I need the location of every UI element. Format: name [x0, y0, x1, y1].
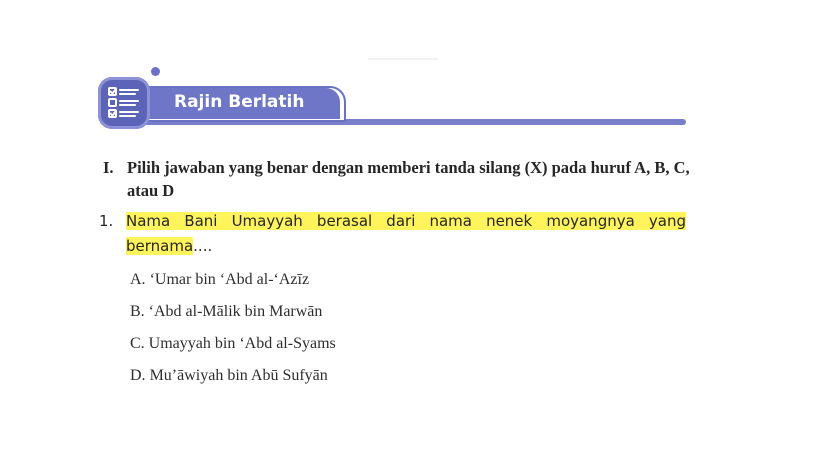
header-dot-decoration: [151, 67, 160, 76]
question-text: [126, 209, 686, 259]
instruction-text: Pilih jawaban yang benar dengan memberi tanda silang (X) pada huruf A, B, C, atau D: [127, 158, 690, 200]
option-text: Mu’āwiyah bin Abū Sufyān: [149, 367, 328, 384]
question-number: 1.: [99, 212, 114, 230]
option-d[interactable]: [130, 364, 336, 396]
option-letter: A.: [130, 271, 146, 288]
option-text: Umayyah bin ‘Abd al-Syams: [148, 335, 336, 352]
question-block: [99, 209, 699, 259]
answer-options: [130, 268, 336, 396]
instruction-block: [103, 156, 703, 202]
section-title: Rajin Berlatih: [174, 92, 305, 112]
question-ellipsis: ....: [193, 237, 213, 255]
instruction-numeral: I.: [103, 158, 114, 177]
option-text: ‘Umar bin ‘Abd al-‘Azīz: [149, 271, 310, 288]
option-letter: D.: [130, 367, 146, 384]
option-b[interactable]: [130, 300, 336, 332]
option-text: ‘Abd al-Mālik bin Marwān: [148, 303, 323, 320]
page-artifact: [368, 58, 438, 60]
option-letter: C.: [130, 335, 145, 352]
option-c[interactable]: [130, 332, 336, 364]
option-a[interactable]: [130, 268, 336, 300]
question-highlight: Nama Bani Umayyah berasal dari nama nenek moyangnya yang bernama: [126, 212, 686, 255]
checklist-icon: [98, 77, 150, 129]
option-letter: B.: [130, 303, 145, 320]
